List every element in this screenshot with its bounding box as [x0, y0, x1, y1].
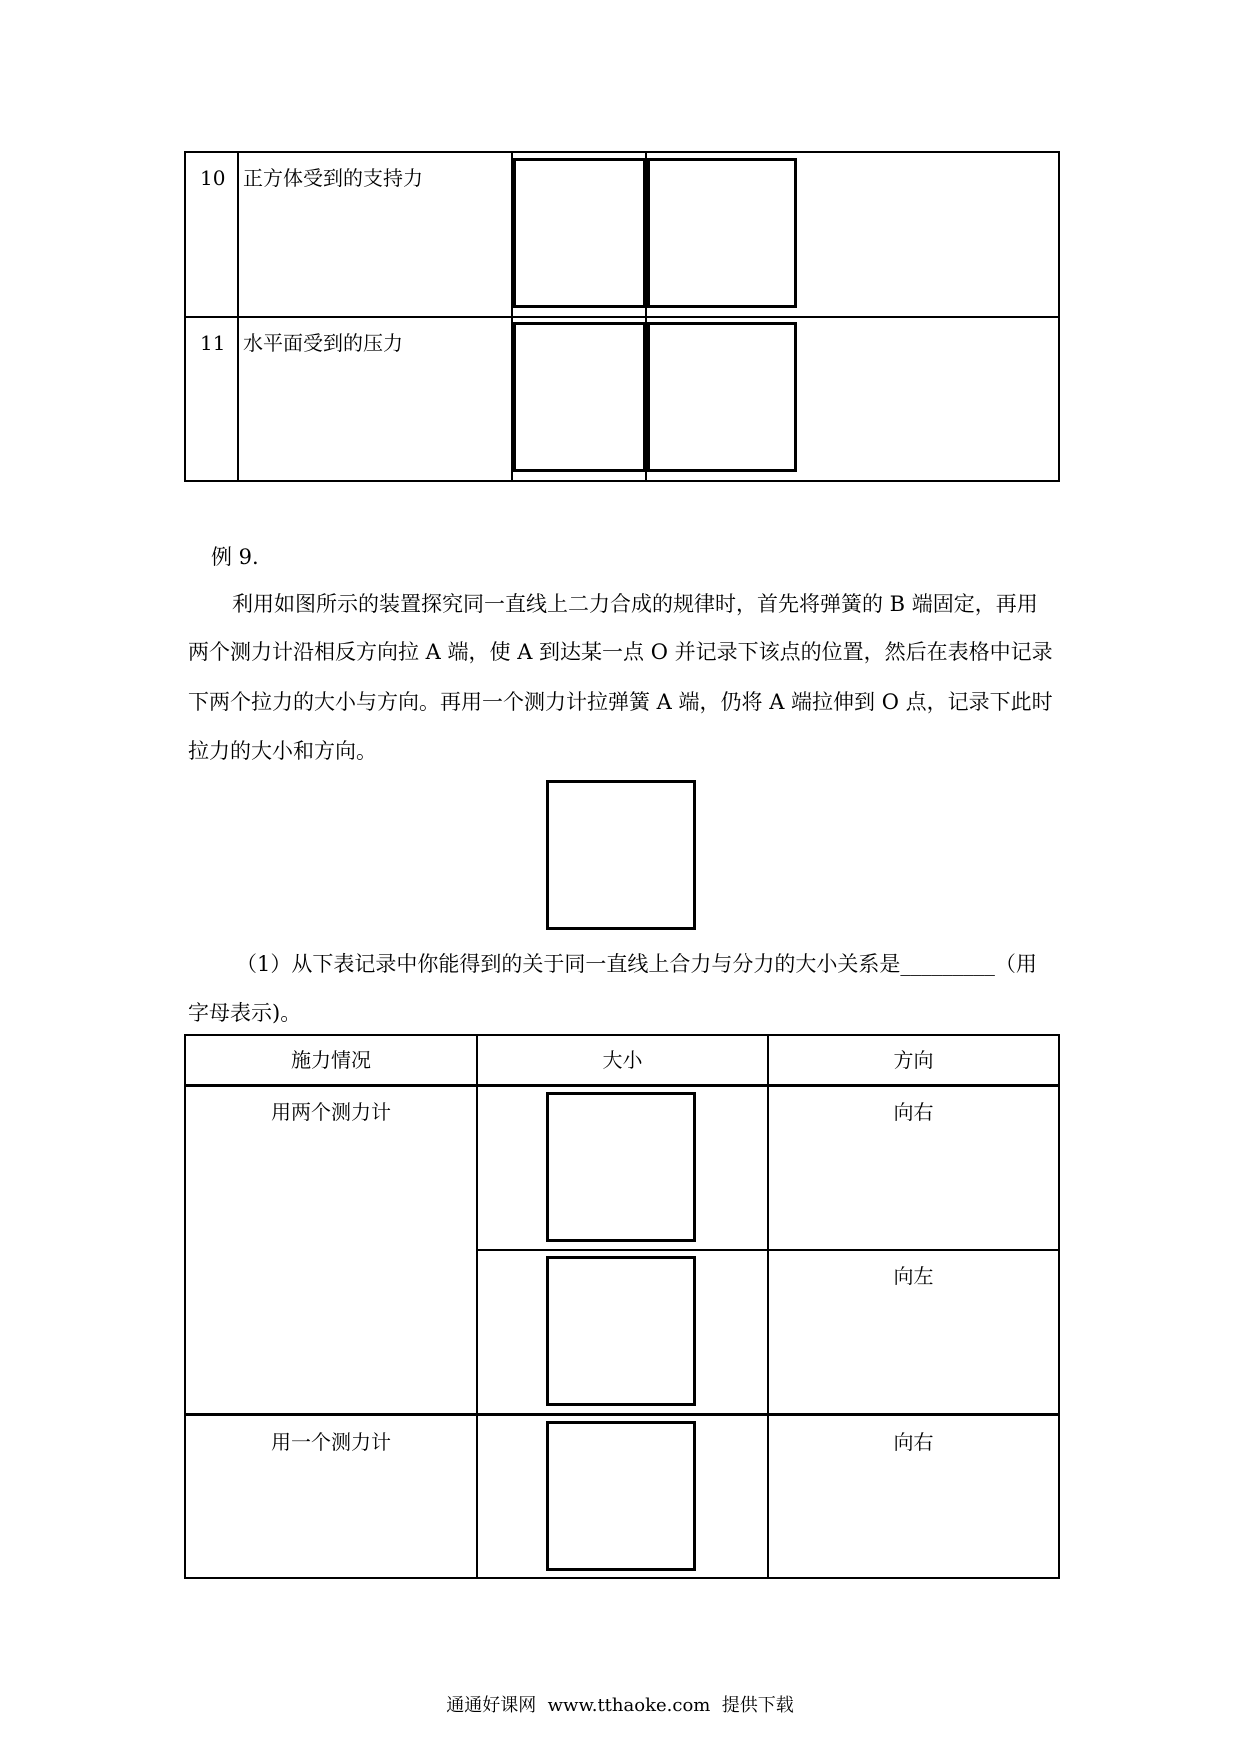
direction-value: 向右	[893, 1100, 934, 1124]
row-label: 正方体受到的支持力	[243, 166, 423, 190]
example-heading: 例 9.	[211, 545, 259, 569]
paragraph-line: 利用如图所示的装置探究同一直线上二力合成的规律时，首先将弹簧的 B 端固定，再用	[232, 592, 1038, 616]
two-meters-label: 用两个测力计	[271, 1100, 391, 1124]
row-label: 水平面受到的压力	[243, 331, 403, 355]
image-placeholder	[546, 1421, 696, 1571]
paragraph-line: 两个测力计沿相反方向拉 A 端，使 A 到达某一点 O 并记录下该点的位置，然后在表格中记录	[188, 640, 1053, 664]
image-placeholder	[513, 322, 646, 472]
image-placeholder	[546, 1092, 696, 1242]
one-meter-label: 用一个测力计	[271, 1430, 391, 1454]
image-placeholder	[513, 158, 646, 308]
question-line: 字母表示)。	[188, 1001, 302, 1025]
image-placeholder	[647, 322, 797, 472]
header-magnitude: 大小	[602, 1048, 643, 1072]
question-line: （1）从下表记录中你能得到的关于同一直线上合力与分力的大小关系是_________（用	[236, 952, 1037, 976]
header-direction: 方向	[893, 1048, 934, 1072]
image-placeholder	[647, 158, 797, 308]
page-footer: 通通好课网 www.tthaoke.com 提供下载	[446, 1695, 794, 1716]
paragraph-line: 下两个拉力的大小与方向。再用一个测力计拉弹簧 A 端，仍将 A 端拉伸到 O 点，记录下此时	[188, 690, 1053, 714]
apparatus-figure-placeholder	[546, 780, 696, 930]
row-number: 11	[200, 331, 226, 355]
direction-value: 向左	[893, 1264, 934, 1288]
direction-value: 向右	[893, 1430, 934, 1454]
paragraph-line: 拉力的大小和方向。	[188, 739, 377, 763]
header-force-condition: 施力情况	[291, 1048, 371, 1072]
image-placeholder	[546, 1256, 696, 1406]
row-number: 10	[200, 166, 226, 190]
